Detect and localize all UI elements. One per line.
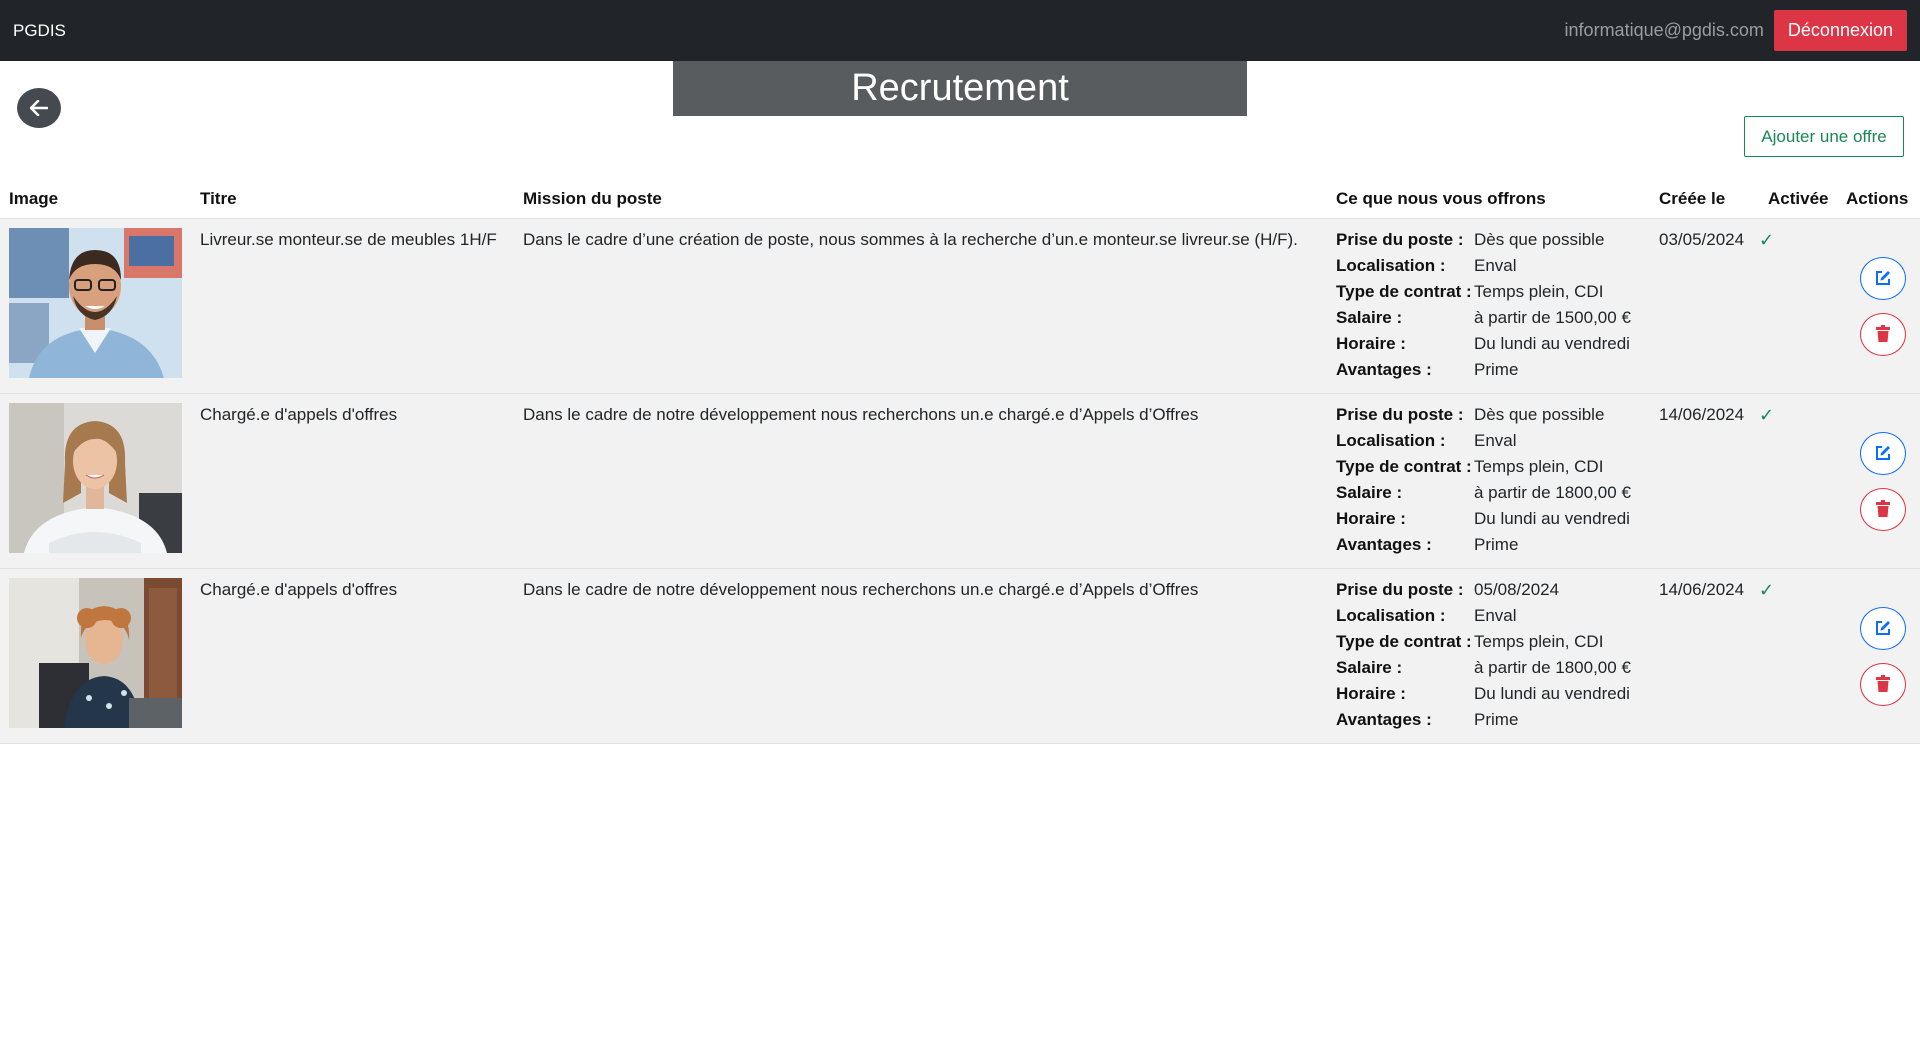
header-created: Créée le [1650,180,1759,218]
arrow-left-icon [30,100,48,116]
user-email: informatique@pgdis.com [1564,20,1764,40]
brand-name[interactable]: PGDIS [13,20,66,40]
job-title: Chargé.e d'appels d'offres [200,404,398,424]
back-button[interactable] [17,88,61,128]
value-benefits: Prime [1474,709,1519,729]
value-location: Enval [1474,255,1517,275]
check-icon: ✓ [1759,229,1775,250]
job-photo-woman-office [9,578,182,728]
value-salary: à partir de 1500,00 € [1474,307,1631,327]
job-title: Livreur.se monteur.se de meubles 1H/F [200,229,497,249]
label-salary: Salaire : [1336,657,1403,677]
value-contract: Temps plein, CDI [1474,631,1604,651]
table-row [0,218,1920,393]
header-offer: Ce que nous vous offrons [1327,180,1650,218]
value-benefits: Prime [1474,359,1519,379]
value-hours: Du lundi au vendredi [1474,508,1630,528]
offers-table [0,180,1920,744]
header-actions: Actions [1837,180,1920,218]
job-photo-man [9,228,182,378]
image-cell [0,393,191,568]
label-salary: Salaire : [1336,482,1403,502]
header-mission: Mission du poste [514,180,1327,218]
edit-button[interactable] [1860,432,1906,475]
label-contract: Type de contrat : [1336,281,1472,301]
delete-button[interactable] [1860,663,1906,706]
delete-button[interactable] [1860,313,1906,356]
value-location: Enval [1474,605,1517,625]
delete-button[interactable] [1860,488,1906,531]
value-contract: Temps plein, CDI [1474,456,1604,476]
label-start: Prise du poste : [1336,579,1464,599]
actions-cell [1837,218,1920,393]
created-date: 14/06/2024 [1659,404,1745,424]
logout-button[interactable]: Déconnexion [1774,10,1907,51]
actions-cell [1837,568,1920,743]
offer-details [1327,568,1650,743]
value-start: Dès que possible [1474,229,1605,249]
navbar-right [1565,10,1907,51]
image-cell [0,218,191,393]
label-contract: Type de contrat : [1336,631,1472,651]
label-benefits: Avantages : [1336,534,1432,554]
value-hours: Du lundi au vendredi [1474,333,1630,353]
label-salary: Salaire : [1336,307,1403,327]
table-row [0,393,1920,568]
value-salary: à partir de 1800,00 € [1474,482,1631,502]
edit-icon [1874,269,1892,287]
page-title: Recrutement [673,61,1247,116]
job-mission: Dans le cadre de notre développement nous recherchons un.e chargé.e d’Appels d’Offres [523,404,1199,424]
label-hours: Horaire : [1336,683,1406,703]
value-benefits: Prime [1474,534,1519,554]
job-title: Chargé.e d'appels d'offres [200,579,398,599]
label-start: Prise du poste : [1336,229,1464,249]
image-cell [0,568,191,743]
value-contract: Temps plein, CDI [1474,281,1604,301]
label-benefits: Avantages : [1336,359,1432,379]
edit-button[interactable] [1860,257,1906,300]
created-date: 03/05/2024 [1659,229,1745,249]
created-date: 14/06/2024 [1659,579,1745,599]
value-start: 05/08/2024 [1474,579,1560,599]
header-image: Image [0,180,191,218]
add-offer-button[interactable]: Ajouter une offre [1744,116,1904,157]
label-hours: Horaire : [1336,508,1406,528]
label-start: Prise du poste : [1336,404,1464,424]
actions-cell [1837,393,1920,568]
edit-icon [1874,619,1892,637]
value-location: Enval [1474,430,1517,450]
header-active: Activée [1759,180,1837,218]
navbar [0,0,1920,61]
trash-icon [1875,325,1891,343]
header-title: Titre [191,180,514,218]
table-row [0,568,1920,743]
label-benefits: Avantages : [1336,709,1432,729]
offers-table-container [0,180,1920,744]
job-photo-woman [9,403,182,553]
value-hours: Du lundi au vendredi [1474,683,1630,703]
edit-icon [1874,444,1892,462]
label-location: Localisation : [1336,430,1446,450]
edit-button[interactable] [1860,607,1906,650]
label-hours: Horaire : [1336,333,1406,353]
job-mission: Dans le cadre d’une création de poste, nous sommes à la recherche d’un.e monteur.se livreur.se (H/F). [523,229,1298,249]
value-salary: à partir de 1800,00 € [1474,657,1631,677]
offer-details [1327,218,1650,393]
label-location: Localisation : [1336,605,1446,625]
trash-icon [1875,500,1891,518]
value-start: Dès que possible [1474,404,1605,424]
trash-icon [1875,675,1891,693]
label-location: Localisation : [1336,255,1446,275]
check-icon: ✓ [1759,579,1775,600]
table-header-row [0,180,1920,218]
offer-details [1327,393,1650,568]
label-contract: Type de contrat : [1336,456,1472,476]
check-icon: ✓ [1759,404,1775,425]
job-mission: Dans le cadre de notre développement nous recherchons un.e chargé.e d’Appels d’Offres [523,579,1199,599]
